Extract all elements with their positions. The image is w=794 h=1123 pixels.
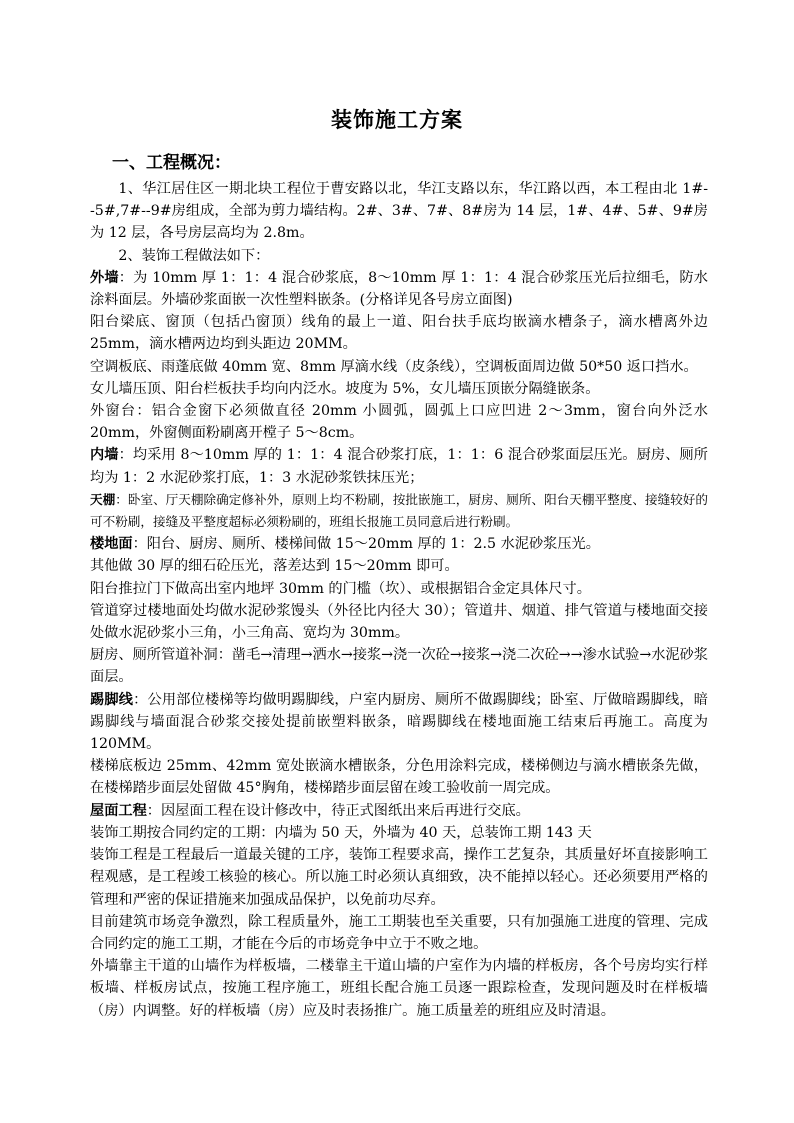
paragraph: 装饰工程是工程最后一道最关键的工序，装饰工程要求高，操作工艺复杂，其质量好坏直接影响工程观感，是工程竣工核验的核心。所以施工时必须认真细致，决不能掉以轻心。还必须要用严格的管理和严密的保证措施来加强成品保护，以免前功尽弃。 xyxy=(90,847,708,908)
paragraph-label: 踢脚线 xyxy=(90,691,134,708)
paragraph-label: 外墙 xyxy=(90,269,119,286)
paragraph-label: 屋面工程 xyxy=(90,802,147,819)
paragraph: 内墙：均采用 8～10mm 厚的 1：1：4 混合砂浆打底，1：1：6 混合砂浆面层压光。厨房、厕所均为 1：2 水泥砂浆打底，1：3 水泥砂浆铁抹压光； xyxy=(90,447,708,486)
paragraph: 外窗台：铝合金窗下必须做直径 20mm 小圆弧，圆弧上口应凹进 2～3mm，窗台向外泛水 20mm，外窗侧面粉刷离开樘子 5～8cm。 xyxy=(90,403,708,442)
paragraph: 外墙：为 10mm 厚 1：1：4 混合砂浆底，8～10mm 厚 1：1：4 混合砂浆压光后拉细毛，防水涂料面层。外墙砂浆面嵌一次性塑料嵌条。(分格详见各号房立面图) xyxy=(90,269,708,309)
paragraph-label: 天棚 xyxy=(90,491,116,507)
section-heading: 一、工程概况： xyxy=(112,153,231,173)
paragraph: 屋面工程：因屋面工程在设计修改中，待正式图纸出来后再进行交底。 xyxy=(90,802,530,819)
paragraph: 外墙靠主干道的山墙作为样板墙，二楼靠主干道山墙的户室作为内墙的样板房，各个号房均实行样板墙、样板房试点，按施工程序施工，班组长配合施工员逐一跟踪检查，发现问题及时在样板墙（房）内调整。好的样板墙（房）应及时表扬推广。施工质量差的班组应及时清退。 xyxy=(90,958,708,1019)
document-body xyxy=(90,178,708,1022)
paragraph: 管道穿过楼地面处均做水泥砂浆馒头（外径比内径大 30）；管道井、烟道、排气管道与楼地面交接处做水泥砂浆小三角，小三角高、宽均为 30mm。 xyxy=(90,602,708,642)
paragraph: 1、华江居住区一期北块工程位于曹安路以北，华江支路以东，华江路以西，本工程由北 1#--5#,7#--9#房组成，全部为剪力墙结构。2#、3#、7#、8#房为 14 层，1#、4#、5#、9#房为 12 层，各号房层高均为 2.8m。 xyxy=(90,181,708,242)
paragraph: 天棚：卧室、厅天棚除确定修补外，原则上均不粉刷，按批嵌施工，厨房、厕所、阳台天棚平整度、接缝较好的可不粉刷，接缝及平整度超标必须粉刷的，班组长报施工员同意后进行粉刷。 xyxy=(90,491,709,530)
paragraph: 阳台推拉门下做高出室内地坪 30mm 的门槛（坎）、或根据铝合金定具体尺寸。 xyxy=(90,580,591,597)
paragraph: 踢脚线：公用部位楼梯等均做明踢脚线，户室内厨房、厕所不做踢脚线；卧室、厅做暗踢脚线，暗踢脚线与墙面混合砂浆交接处提前嵌塑料嵌条，暗踢脚线在楼地面施工结束后再施工。高度为 120MM。 xyxy=(90,691,708,753)
paragraph: 女儿墙压顶、阳台栏板扶手均向内泛水。坡度为 5%，女儿墙压顶嵌分隔缝嵌条。 xyxy=(90,380,600,397)
paragraph-label: 内墙 xyxy=(90,447,119,464)
paragraph: 楼地面：阳台、厨房、厕所、楼梯间做 15～20mm 厚的 1：2.5 水泥砂浆压光。 xyxy=(90,536,600,553)
paragraph-label: 楼地面 xyxy=(90,536,133,553)
paragraph: 目前建筑市场竞争激烈，除工程质量外，施工工期装也至关重要，只有加强施工进度的管理、完成合同约定的施工工期，才能在今后的市场竞争中立于不败之地。 xyxy=(90,913,708,952)
document-title: 装饰施工方案 xyxy=(331,107,463,132)
paragraph: 空调板底、雨蓬底做 40mm 宽、8mm 厚滴水线（皮条线），空调板面周边做 50*50 返口挡水。 xyxy=(90,358,698,375)
paragraph: 厨房、厕所管道补洞：凿毛→清理→洒水→接浆→浇一次砼→接浆→浇二次砼→→渗水试验→水泥砂浆面层。 xyxy=(90,647,708,686)
paragraph: 阳台梁底、窗顶（包括凸窗顶）线角的最上一道、阳台扶手底均嵌滴水槽条子，滴水槽离外边 25mm，滴水槽两边均到头距边 20MM。 xyxy=(90,314,708,353)
paragraph: 装饰工期按合同约定的工期：内墙为 50 天，外墙为 40 天，总装饰工期 143 天 xyxy=(90,824,592,841)
paragraph: 其他做 30 厚的细石砼压光，落差达到 15～20mm 即可。 xyxy=(90,558,459,575)
paragraph: 楼梯底板边 25mm、42mm 宽处嵌滴水槽嵌条，分色用涂料完成，楼梯侧边与滴水槽嵌条先做，在楼梯踏步面层处留做 45°胸角，楼梯踏步面层留在竣工验收前一周完成。 xyxy=(90,758,708,797)
paragraph: 2、装饰工程做法如下： xyxy=(118,247,270,264)
